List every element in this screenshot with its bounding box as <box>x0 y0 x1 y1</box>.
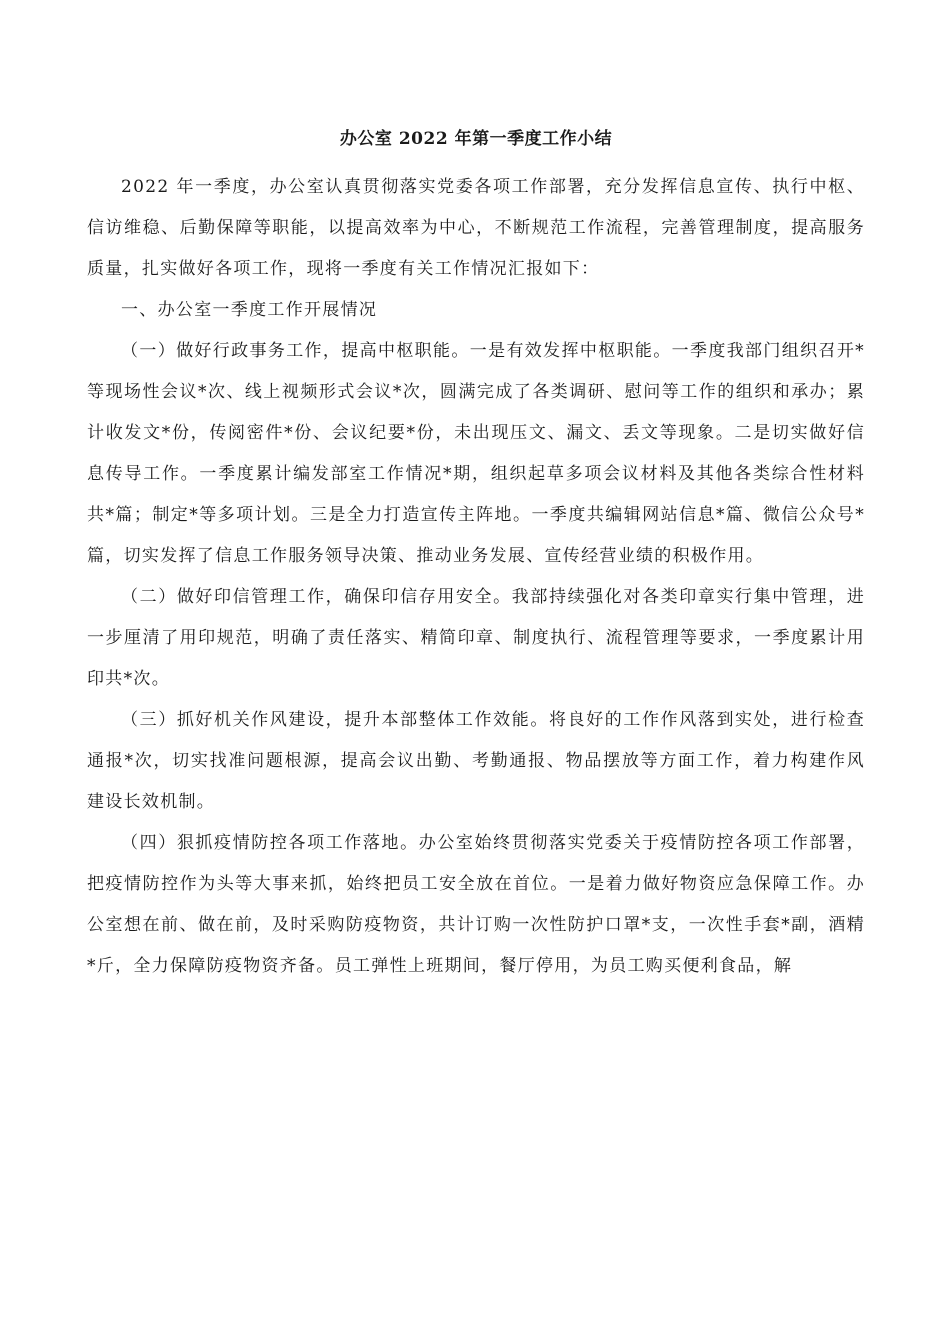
document-title: 办公室 2022 年第一季度工作小结 <box>339 129 613 149</box>
item-paragraph-2: （二）做好印信管理工作，确保印信存用安全。我部持续强化对各类印章实行集中管理，进一步厘清了用印规范，明确了责任落实、精简印章、制度执行、流程管理等要求，一季度累计用印共*次。 <box>87 587 865 689</box>
item-paragraph-4: （四）狠抓疫情防控各项工作落地。办公室始终贯彻落实党委关于疫情防控各项工作部署，把疫情防控作为头等大事来抓，始终把员工安全放在首位。一是着力做好物资应急保障工作。办公室想在前、做在前，及时采购防疫物资，共计订购一次性防护口罩*支，一次性手套*副，酒精*斤，全力保障防疫物资齐备。员工弹性上班期间，餐厅停用，为员工购买便利食品，解 <box>87 833 865 976</box>
item-paragraph-1: （一）做好行政事务工作，提高中枢职能。一是有效发挥中枢职能。一季度我部门组织召开*等现场性会议*次、线上视频形式会议*次，圆满完成了各类调研、慰问等工作的组织和承办；累计收发文*份，传阅密件*份、会议纪要*份，未出现压文、漏文、丢文等现象。二是切实做好信息传导工作。一季度累计编发部室工作情况*期，组织起草多项会议材料及其他各类综合性材料共*篇；制定*等多项计划。三是全力打造宣传主阵地。一季度共编辑网站信息*篇、微信公众号*篇，切实发挥了信息工作服务领导决策、推动业务发展、宣传经营业绩的积极作用。 <box>87 341 865 566</box>
section-heading: 一、办公室一季度工作开展情况 <box>121 300 378 320</box>
document-body <box>87 124 865 987</box>
item-paragraph-3: （三）抓好机关作风建设，提升本部整体工作效能。将良好的工作作风落到实处，进行检查通报*次，切实找准问题根源，提高会议出勤、考勤通报、物品摆放等方面工作，着力构建作风建设长效机制。 <box>87 710 865 812</box>
intro-paragraph: 2022 年一季度，办公室认真贯彻落实党委各项工作部署，充分发挥信息宣传、执行中枢、信访维稳、后勤保障等职能，以提高效率为中心，不断规范工作流程，完善管理制度，提高服务质量，扎实做好各项工作，现将一季度有关工作情况汇报如下： <box>87 177 865 279</box>
